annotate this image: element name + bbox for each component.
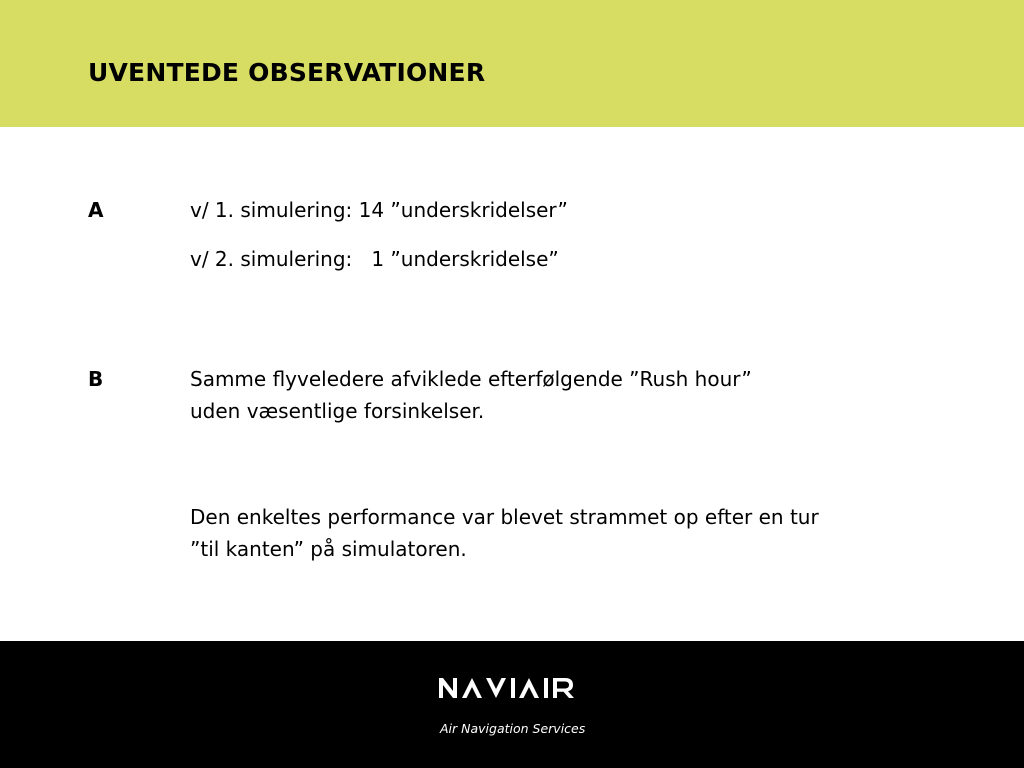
page-title: UVENTEDE OBSERVATIONER <box>88 58 486 87</box>
naviair-logo <box>439 677 589 699</box>
footer-bar <box>0 641 1024 768</box>
section-a-label: A <box>88 198 104 222</box>
header-banner <box>0 0 1024 127</box>
section-b-paragraph2-line-2: ”til kanten” på simulatoren. <box>190 537 467 561</box>
section-b-paragraph2-line-1: Den enkeltes performance var blevet strammet op efter en tur <box>190 505 819 529</box>
section-b-paragraph1-line-2: uden væsentlige forsinkelser. <box>190 399 485 423</box>
section-a-line-2: v/ 2. simulering: 1 ”underskridelse” <box>190 247 559 271</box>
footer-tagline: Air Navigation Services <box>440 721 586 736</box>
section-b-paragraph1-line-1: Samme flyveledere afviklede efterfølgende ”Rush hour” <box>190 367 752 391</box>
section-a-line-1: v/ 1. simulering: 14 ”underskridelser” <box>190 198 568 222</box>
section-b-label: B <box>88 367 104 391</box>
